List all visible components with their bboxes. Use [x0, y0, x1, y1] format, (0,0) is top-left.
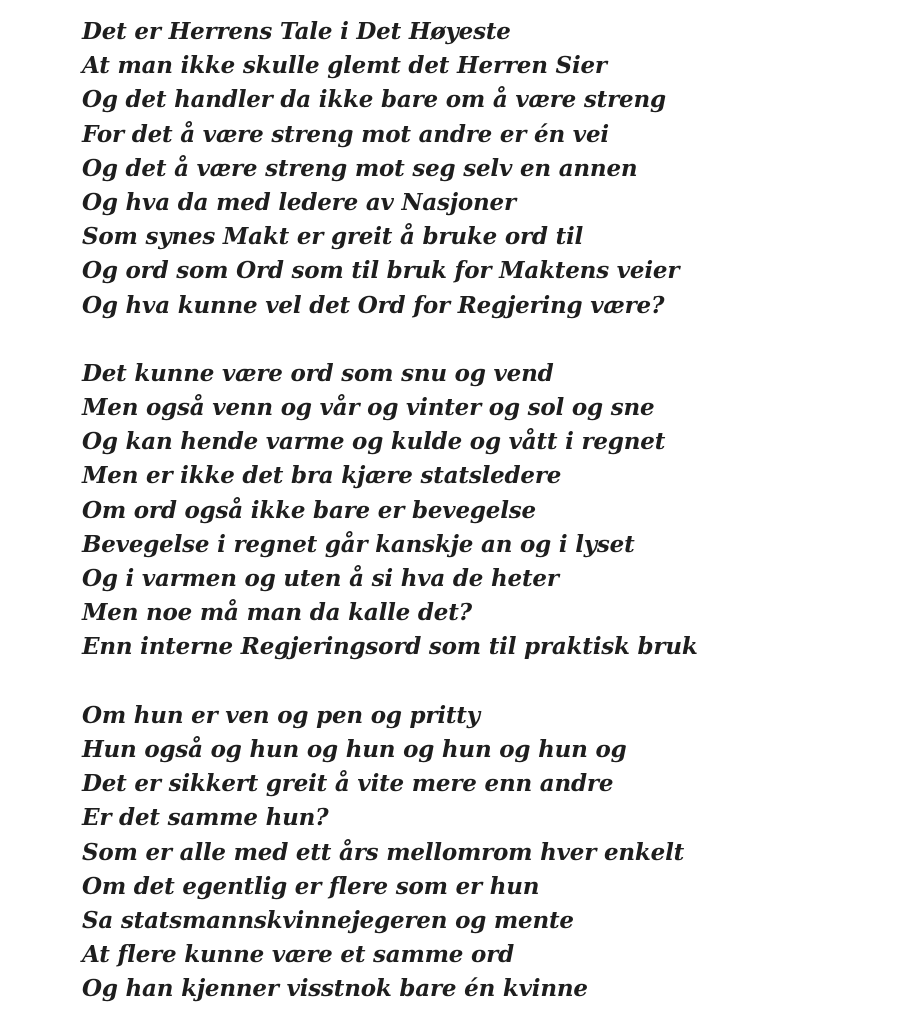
poem-line: Og det å være streng mot seg selv en annen [82, 154, 638, 182]
poem-line: Er det samme hun? [82, 804, 329, 832]
poem-line: For det å være streng mot andre er én vei [82, 120, 609, 148]
poem-line: Det er sikkert greit å vite mere enn andre [82, 770, 614, 798]
poem-line: Og det handler da ikke bare om å være streng [82, 86, 666, 114]
poem-line: Om hun er ven og pen og pritty [82, 701, 480, 729]
poem-page [82, 15, 902, 1006]
poem-line: Og hva kunne vel det Ord for Regjering være? [82, 291, 665, 319]
poem-line: Det kunne være ord som snu og vend [82, 359, 554, 387]
poem-line: Men er ikke det bra kjære statsledere [82, 462, 562, 490]
stanza-2 [82, 357, 902, 665]
poem-line: Om det egentlig er flere som er hun [82, 872, 540, 900]
poem-line: Og kan hende varme og kulde og vått i regnet [82, 428, 666, 456]
poem-line: Det er Herrens Tale i Det Høyeste [82, 18, 511, 45]
poem-line: Og han kjenner visstnok bare én kvinne [82, 975, 588, 1003]
poem-line: Som synes Makt er greit å bruke ord til [82, 223, 584, 251]
poem-line: Og i varmen og uten å si hva de heter [82, 565, 559, 592]
poem-line: Men noe må man da kalle det? [82, 599, 472, 627]
poem-line: Bevegelse i regnet går kanskje an og i lyset [82, 530, 635, 558]
poem-line: At man ikke skulle glemt det Herren Sier [82, 52, 607, 80]
poem-line: Og ord som Ord som til bruk for Maktens veier [82, 257, 680, 285]
poem-line: Om ord også ikke bare er bevegelse [82, 496, 536, 524]
poem-line: Sa statsmannskvinnejegeren og mente [82, 906, 574, 934]
poem-line: Som er alle med ett års mellomrom hver enkelt [82, 838, 685, 866]
poem-line: At flere kunne være et samme ord [82, 941, 514, 969]
stanza-3 [82, 699, 902, 1007]
stanza-1 [82, 15, 902, 323]
poem-line: Og hva da med ledere av Nasjoner [82, 188, 516, 216]
poem-line: Enn interne Regjeringsord som til praktisk bruk [82, 633, 698, 661]
poem-line: Men også venn og vår og vinter og sol og sne [82, 394, 655, 422]
poem-line: Hun også og hun og hun og hun og hun og [82, 735, 627, 763]
